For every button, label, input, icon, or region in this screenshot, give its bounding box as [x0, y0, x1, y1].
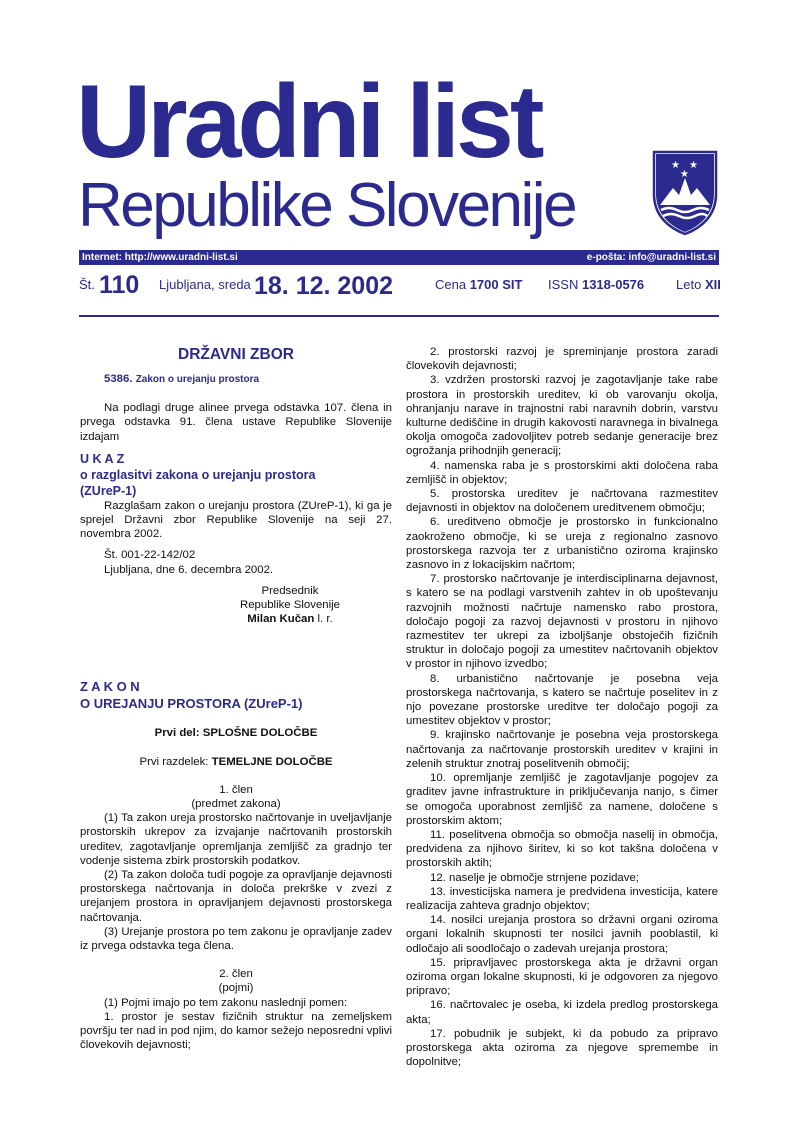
definition-item: 7. prostorsko načrtovanje je interdisciplinarna dejavnost, s katero se na podlagi varstvenih zahtev in ob upoštevanju razvojnih možnosti načrtuje namensko rabo prostora, določajo pogoji za razvoj dejavnosti v prostoru in njihovo razmestitev ter ukrepi za izboljšanje obstoječih fizičnih struktur in določajo pogoji za umestitev načrtovanih objektov v prostor in njihovo izvedbo;	[406, 573, 718, 671]
part-heading	[80, 726, 392, 740]
issn-value: 1318-0576	[581, 277, 645, 292]
svg-text:★: ★	[671, 160, 680, 171]
definition-item: 9. krajinsko načrtovanje je posebna veja prostorskega načrtovanja za načrtovanje prostorskih ureditev v krajini in zelenih struktur znotraj poselitvenih območij;	[406, 729, 718, 770]
zakon-heading: Z A K O N	[80, 679, 140, 695]
definition-item: 17. pobudnik je subjekt, ki da pobudo za pripravo prostorskega akta oziroma za njegove spremembe in dopolnitve;	[406, 1027, 718, 1069]
chapter-heading	[80, 755, 392, 769]
ukaz-heading: U K A Z	[80, 451, 125, 466]
article-1-paragraph-1: (1) Ta zakon ureja prostorsko načrtovanje in uveljavljanje prostorskih ukrepov za izvajanje načrtovanih prostorskih ureditev, zagotavljanje opremljanja zemljišč za gradnjo ter vodenje sistema zbirk prostorskih podatkov.	[80, 812, 392, 867]
document-date: Ljubljana, dne 6. decembra 2002.	[104, 563, 274, 576]
article-2-intro: (1) Pojmi imajo po tem zakonu naslednji pomen:	[104, 996, 348, 1009]
definition-item: 2. prostorski razvoj je spreminjanje prostora zaradi človekovih dejavnosti;	[406, 346, 718, 373]
definition-item: 14. nosilci urejanja prostora so državni organi oziroma organi lokalnih skupnosti ter nosilci javnih pooblastil, ki odločajo ali soodločajo o zadevah urejanja prostora;	[406, 914, 718, 955]
section-title: DRŽAVNI ZBOR	[178, 346, 294, 363]
definition-item: 4. namenska raba je s prostorskimi akti določena raba zemljišč in objektov;	[406, 459, 718, 486]
issn-label: ISSN	[548, 277, 579, 292]
signatory-suffix: l. r.	[314, 613, 333, 626]
year-label: Leto	[676, 277, 702, 292]
article-2-title: (pojmi)	[218, 982, 254, 995]
left-column	[80, 345, 392, 1053]
masthead-title: Uradni list	[76, 64, 541, 180]
issue-line	[79, 271, 719, 305]
definition-item: 11. poselitvena območja so območja naselij in območja, predvidena za njihovo širitev, ki so kot takšna določena v prostorskih aktih;	[406, 828, 718, 870]
article-2-item-1: 1. prostor je sestav fizičnih struktur na zemeljskem površju ter nad in pod njim, do kamor sežejo neposredni vplivi človekovih dejavnosti;	[80, 1010, 392, 1052]
article-1-paragraph-2: (2) Ta zakon določa tudi pogoje za opravljanje dejavnosti prostorskega načrtovanja in določa prekrške v zvezi z urejanjem prostora in opravljanjem dejavnosti prostorskega načrtovanja.	[80, 869, 392, 924]
issue-number-label: Št.	[79, 277, 95, 292]
issue-place-day: Ljubljana, sreda	[159, 277, 251, 292]
definition-item: 12. naselje je območje strnjene pozidave;	[430, 871, 639, 884]
article-2-number: 2. člen	[219, 968, 253, 981]
definition-item: 13. investicijska namera je predvidena investicija, katere realizacija zahteva gradnjo objektov;	[406, 885, 718, 912]
definition-item: 8. urbanistično načrtovanje je posebna veja prostorskega načrtovanja, s katero se načrtuje poselitev in z njo povezane prostorske ureditve ter določajo pogoji za umestitev objektov v prostor;	[406, 672, 718, 728]
definition-item: 10. opremljanje zemljišč je zagotavljanje pogojev za graditev javne infrastrukture in priključevanja nanjo, s čimer se omogoča uporabnost zemljišč za namene, določene s prostorskim aktom;	[406, 772, 718, 827]
definition-item: 6. ureditveno območje je prostorsko in funkcionalno zaokroženo območje, ki se ureja z regionalno zasnovo prostorskega razvoja ter z urbanistično oziroma krajinsko zasnovo in z lokacijskim načrtom;	[406, 516, 718, 572]
signatory-role-2: Republike Slovenije	[239, 599, 341, 612]
act-title: Zakon o urejanju prostora	[135, 374, 260, 385]
price-value: 1700 SIT	[469, 277, 523, 292]
article-1-paragraph-3: (3) Urejanje prostora po tem zakonu je opravljanje zadev iz prvega odstavka tega člena.	[80, 925, 392, 953]
email-link[interactable]: e-pošta: info@uradni-list.si	[586, 252, 716, 263]
contact-bar	[79, 250, 719, 265]
signatory-name: Milan Kučan	[247, 613, 315, 626]
masthead-subtitle: Republike Slovenije	[78, 171, 576, 240]
svg-text:★: ★	[689, 160, 698, 171]
right-column	[406, 345, 718, 1069]
zakon-title: O UREJANJU PROSTORA (ZUreP-1)	[80, 696, 303, 712]
chapter-title: TEMELJNE DOLOČBE	[211, 755, 333, 768]
issue-date: 18. 12. 2002	[254, 272, 394, 300]
header-divider	[79, 315, 719, 317]
part-label: Prvi del:	[154, 727, 203, 740]
ukaz-line-2: (ZUreP-1)	[80, 483, 137, 498]
definition-item: 16. načrtovalec je oseba, ki izdela predlog prostorskega akta;	[406, 999, 718, 1026]
preamble: Na podlagi druge alinee prvega odstavka 107. člena in prvega odstavka 91. člena ustave Republike Slovenije izdajam	[80, 402, 392, 443]
chapter-label: Prvi razdelek:	[139, 755, 212, 768]
year-value: XII	[704, 277, 721, 292]
signatory-role-1: Predsednik	[261, 584, 319, 597]
definition-item: 3. vzdržen prostorski razvoj je zagotavljanje take rabe prostora in prostorskih ureditev, ki ob varovanju okolja, ohranjanju narave in trajnostni rabi naravnih dobrin, varstvu kulturne dediščine in drugih kakovosti naravnega in bivalnega okolja omogoča zadovoljitev potreb sedanje generacije brez ogrožanja prihodnjih generacij;	[406, 374, 718, 458]
price-label: Cena	[435, 277, 467, 292]
issue-number: 110	[99, 271, 140, 299]
ukaz-text: Razglašam zakon o urejanju prostora (ZUreP-1), ki ga je sprejel Državni zbor Republike Slovenije na seji 27. novembra 2002.	[80, 499, 392, 541]
svg-text:★: ★	[680, 169, 689, 180]
act-number: 5386.	[104, 373, 133, 385]
ukaz-line-1: o razglasitvi zakona o urejanju prostora	[80, 467, 316, 482]
slovenia-coat-of-arms-icon	[651, 150, 719, 236]
definition-item: 15. pripravljavec prostorskega akta je državni organ oziroma organ lokalne skupnosti, ki je odgovoren za njegovo pripravo;	[406, 956, 718, 998]
article-1-title: (predmet zakona)	[191, 798, 281, 811]
article-1-number: 1. člen	[219, 783, 253, 796]
document-number: Št. 001-22-142/02	[104, 549, 196, 562]
signatory	[220, 612, 360, 626]
act-heading	[80, 372, 392, 387]
part-title: SPLOŠNE DOLOČBE	[202, 727, 318, 740]
definition-item: 5. prostorska ureditev je načrtovana razmestitev dejavnosti in objektov na določenem ureditvenem območju;	[406, 488, 718, 515]
internet-link[interactable]: Internet: http://www.uradni-list.si	[82, 252, 238, 263]
